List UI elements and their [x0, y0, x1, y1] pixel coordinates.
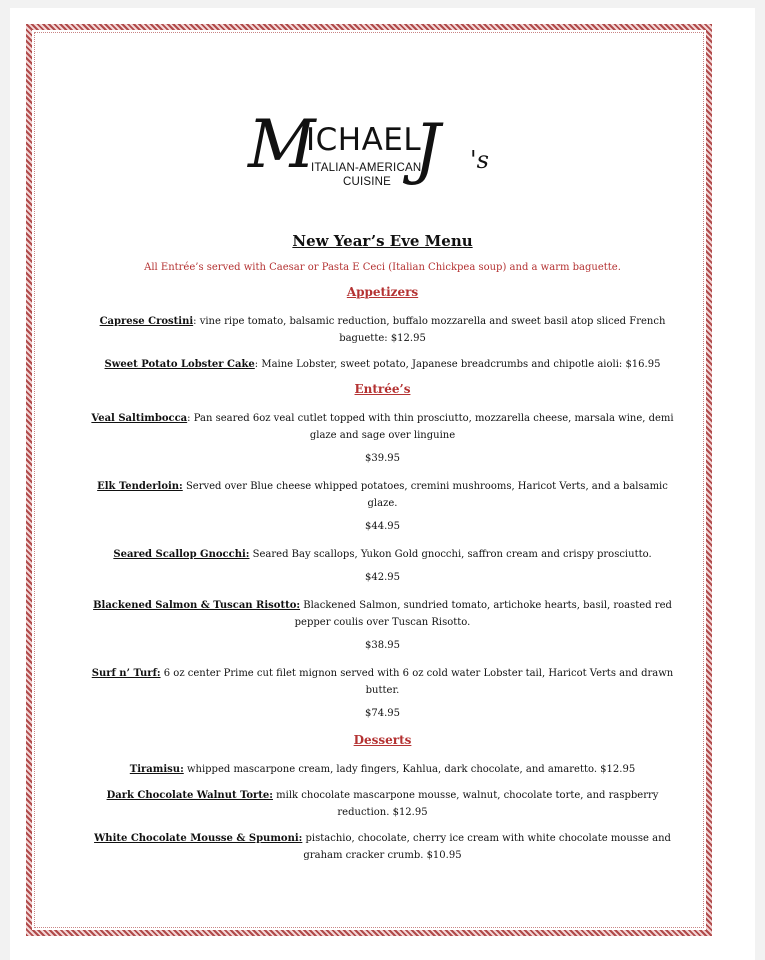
item-desc: whipped mascarpone cream, lady fingers, Kahlua, dark chocolate, and amaretto. $12.95: [183, 764, 636, 775]
item-desc: : vine ripe tomato, balsamic reduction, buffalo mozzarella and sweet basil atop sliced French baguette: $12.95: [193, 316, 666, 344]
section-heading-appetizers: Appetizers: [346, 285, 419, 299]
item-name: Sweet Potato Lobster Cake: [104, 359, 255, 370]
section-heading-desserts: Desserts: [353, 733, 412, 747]
item-name: Elk Tenderloin:: [97, 481, 183, 492]
item-desc: Seared Bay scallops, Yukon Gold gnocchi, saffron cream and crispy prosciutto.: [249, 549, 652, 560]
logo-tagline-2: CUISINE: [343, 176, 392, 188]
section-heading-entrees: Entrée’s: [354, 382, 411, 396]
logo-tagline-1: ITALIAN-AMERICAN: [311, 162, 422, 174]
item-price: $39.95: [365, 453, 400, 464]
menu-item: [90, 787, 675, 821]
menu-note: All Entrée’s served with Caesar or Pasta E Ceci (Italian Chickpea soup) and a warm baguette.: [144, 262, 621, 273]
menu-item: [90, 597, 675, 631]
menu-item: [90, 830, 675, 864]
menu-item: [90, 313, 675, 347]
menu-item: [90, 478, 675, 512]
logo-possessive: 's: [470, 146, 489, 174]
menu-title: New Year’s Eve Menu: [292, 232, 473, 250]
menu-content: [90, 232, 675, 873]
item-name: Blackened Salmon & Tuscan Risotto:: [93, 600, 301, 611]
item-name: Dark Chocolate Walnut Torte:: [106, 790, 273, 801]
restaurant-logo: [248, 106, 508, 192]
item-name: Seared Scallop Gnocchi:: [113, 549, 250, 560]
item-desc: : Maine Lobster, sweet potato, Japanese breadcrumbs and chipotle aioli: $16.95: [254, 359, 661, 370]
item-desc: pistachio, chocolate, cherry ice cream with white chocolate mousse and graham cracker crumb. $10.95: [302, 833, 671, 861]
item-price: $74.95: [365, 708, 400, 719]
item-name: Veal Saltimbocca: [91, 413, 188, 424]
item-name: Tiramisu:: [129, 764, 184, 775]
item-desc: 6 oz center Prime cut filet mignon served with 6 oz cold water Lobster tail, Haricot Verts and drawn butter.: [160, 668, 674, 696]
menu-item: [90, 665, 675, 699]
item-desc: : Pan seared 6oz veal cutlet topped with thin prosciutto, mozzarella cheese, marsala wine, demi glaze and sage over linguine: [187, 413, 674, 441]
item-price: $42.95: [365, 572, 400, 583]
logo-initial-j: J: [414, 110, 441, 187]
item-desc: Served over Blue cheese whipped potatoes, cremini mushrooms, Haricot Verts, and a balsamic glaze.: [182, 481, 668, 509]
item-price: $38.95: [365, 640, 400, 651]
logo-initial-m: M: [248, 106, 316, 183]
menu-item: [90, 761, 675, 778]
item-name: Caprese Crostini: [99, 316, 194, 327]
menu-item: [90, 546, 675, 563]
logo-first-name: ICHAEL: [306, 122, 422, 158]
menu-item: [90, 410, 675, 444]
item-desc: Blackened Salmon, sundried tomato, artichoke hearts, basil, roasted red pepper coulis over Tuscan Risotto.: [294, 600, 672, 628]
item-price: $44.95: [365, 521, 400, 532]
item-name: White Chocolate Mousse & Spumoni:: [94, 833, 303, 844]
item-name: Surf n’ Turf:: [91, 668, 161, 679]
menu-item: [90, 356, 675, 373]
item-desc: milk chocolate mascarpone mousse, walnut, chocolate torte, and raspberry reduction. $12.95: [272, 790, 659, 818]
